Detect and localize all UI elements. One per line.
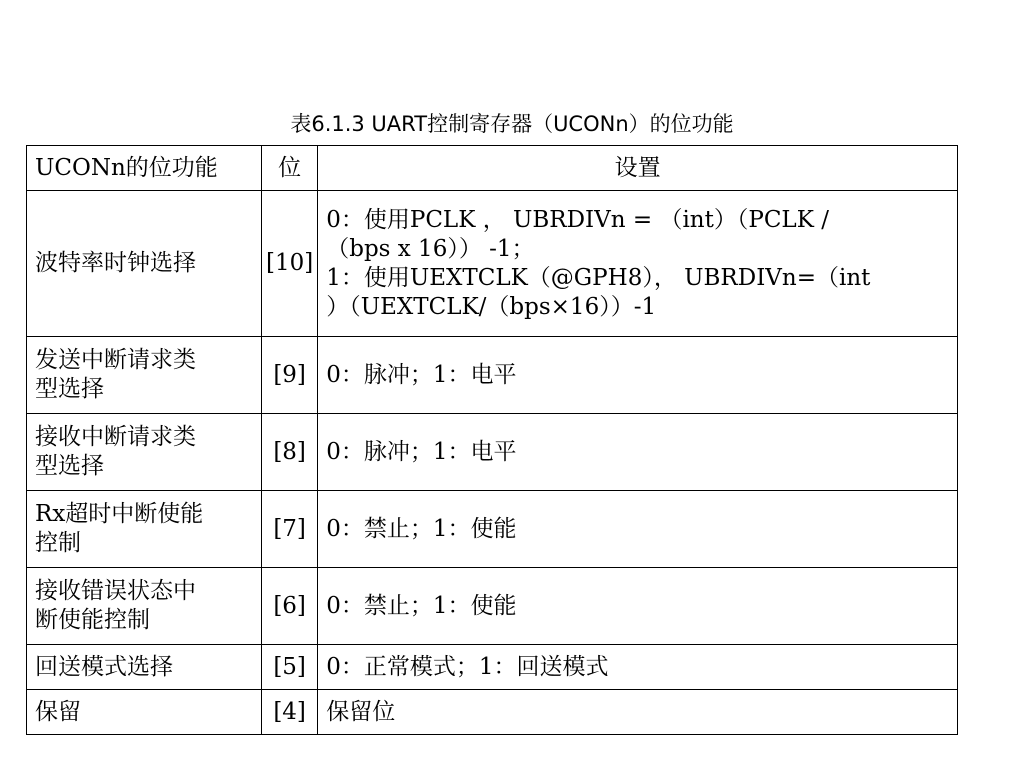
row-name-line: 型选择 bbox=[35, 376, 104, 402]
row-bit: [8] bbox=[262, 414, 318, 491]
row-name bbox=[27, 337, 262, 414]
table-header-row bbox=[27, 146, 958, 191]
setting-line: ）（UEXTCLK/（bps×16））-1 bbox=[326, 293, 657, 320]
row-bit: [10] bbox=[262, 191, 318, 337]
table-row bbox=[27, 491, 958, 568]
row-name-line: 发送中断请求类 bbox=[35, 347, 196, 373]
row-name-line: 断使能控制 bbox=[35, 607, 150, 633]
setting-line: 1：使用UEXTCLK（@GPH8）， UBRDIVn=（int bbox=[326, 264, 871, 291]
row-name: 保留 bbox=[27, 690, 262, 735]
table-caption: 表6.1.3 UART控制寄存器（UCONn）的位功能 bbox=[290, 112, 734, 136]
header-bit-function: UCONn的位功能 bbox=[27, 146, 262, 191]
row-setting: 0：脉冲；1：电平 bbox=[318, 337, 958, 414]
table-row bbox=[27, 690, 958, 735]
row-setting: 保留位 bbox=[318, 690, 958, 735]
header-setting: 设置 bbox=[318, 146, 958, 191]
table-row bbox=[27, 568, 958, 645]
row-name-line: Rx超时中断使能 bbox=[35, 501, 204, 527]
row-name-line: 接收错误状态中 bbox=[35, 578, 196, 604]
row-name bbox=[27, 568, 262, 645]
register-table bbox=[26, 145, 958, 735]
row-bit: [6] bbox=[262, 568, 318, 645]
table-row bbox=[27, 337, 958, 414]
row-bit: [4] bbox=[262, 690, 318, 735]
row-setting: 0：禁止；1：使能 bbox=[318, 568, 958, 645]
row-setting: 0：正常模式；1：回送模式 bbox=[318, 645, 958, 690]
table-row bbox=[27, 414, 958, 491]
row-name bbox=[27, 491, 262, 568]
row-setting: 0：禁止；1：使能 bbox=[318, 491, 958, 568]
row-name-line: 控制 bbox=[35, 530, 81, 556]
header-bit: 位 bbox=[262, 146, 318, 191]
setting-line: 0：使用PCLK ， UBRDIVn = （int）（PCLK / bbox=[326, 206, 829, 233]
table-row bbox=[27, 191, 958, 337]
row-bit: [7] bbox=[262, 491, 318, 568]
row-setting bbox=[318, 191, 958, 337]
row-name: 回送模式选择 bbox=[27, 645, 262, 690]
row-name: 波特率时钟选择 bbox=[27, 191, 262, 337]
row-name-line: 接收中断请求类 bbox=[35, 424, 196, 450]
row-bit: [5] bbox=[262, 645, 318, 690]
row-name bbox=[27, 414, 262, 491]
row-bit: [9] bbox=[262, 337, 318, 414]
row-setting: 0：脉冲；1：电平 bbox=[318, 414, 958, 491]
table-row bbox=[27, 645, 958, 690]
row-name-line: 型选择 bbox=[35, 453, 104, 479]
setting-line: （bps x 16）） -1； bbox=[326, 235, 535, 262]
